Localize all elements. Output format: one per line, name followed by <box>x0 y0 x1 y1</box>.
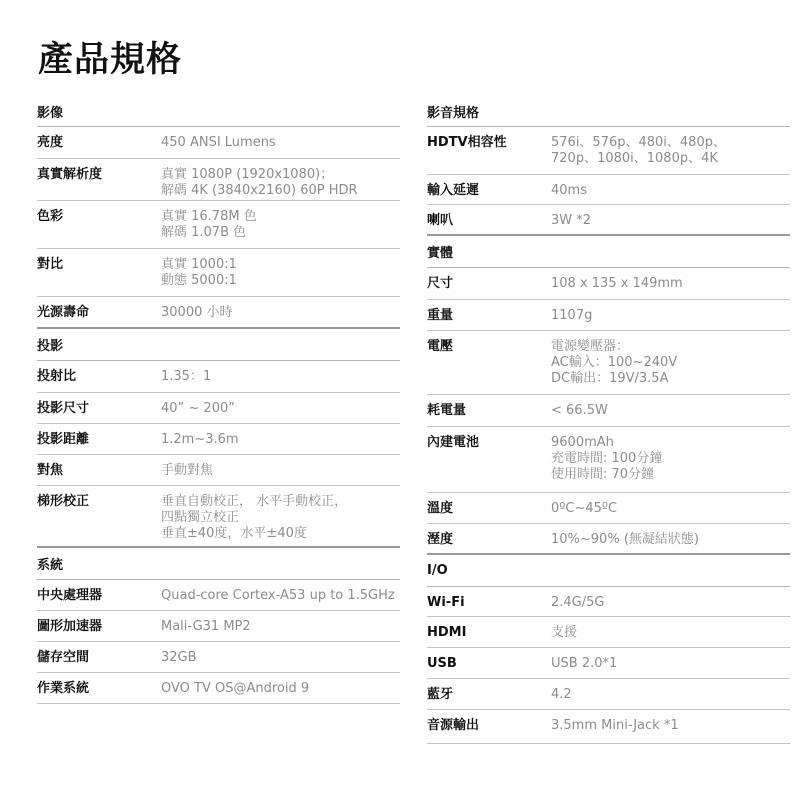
spec-label: 色彩 <box>37 209 64 224</box>
section-title-physical: 實體 <box>427 236 790 268</box>
spec-label: 光源壽命 <box>37 305 90 320</box>
spec-row-dimensions <box>427 268 790 300</box>
spec-label: 重量 <box>427 308 454 323</box>
spec-row-cpu <box>37 580 400 611</box>
spec-row-lamp-life <box>37 297 400 329</box>
spec-value: Mali-G31 MP2 <box>161 619 251 634</box>
spec-value: 支援 <box>551 625 578 640</box>
section-title-av: 影音規格 <box>427 96 790 127</box>
spec-label: 中央處理器 <box>37 588 103 603</box>
spec-row-wifi <box>427 587 790 617</box>
spec-value: 450 ANSI Lumens <box>161 135 276 150</box>
spec-value: 1.2m~3.6m <box>161 432 239 447</box>
spec-value: USB 2.0*1 <box>551 656 618 671</box>
spec-value: 真實 1080P (1920x1080)； 解碼 4K (3840x2160) 60P HDR <box>161 167 358 198</box>
spec-label: 溼度 <box>427 532 454 547</box>
spec-label: 儲存空間 <box>37 650 90 665</box>
spec-row-storage <box>37 642 400 673</box>
spec-row-os <box>37 673 400 704</box>
spec-row-input-lag <box>427 175 790 205</box>
spec-row-projection-distance <box>37 424 400 455</box>
spec-value: 30000 小時 <box>161 305 233 320</box>
spec-row-power-consumption <box>427 395 790 427</box>
spec-row-keystone <box>37 486 400 548</box>
spec-value: 0ºC~45ºC <box>551 501 618 516</box>
spec-value: 10%~90% (無凝結狀態) <box>551 532 699 547</box>
spec-value: Quad-core Cortex-A53 up to 1.5GHz <box>161 588 395 603</box>
spec-label: 投影尺寸 <box>37 401 90 416</box>
spec-label: 溫度 <box>427 501 454 516</box>
spec-row-brightness <box>37 127 400 159</box>
spec-label: HDTV相容性 <box>427 135 507 150</box>
spec-row-resolution <box>37 159 400 201</box>
spec-row-weight <box>427 300 790 331</box>
spec-label: 喇叭 <box>427 213 454 228</box>
spec-label: 真實解析度 <box>37 167 103 182</box>
spec-row-gpu <box>37 611 400 642</box>
section-title-system: 系統 <box>37 548 400 580</box>
spec-value: 垂直自動校正， 水平手動校正， 四點獨立校正 垂直±40度，水平±40度 <box>161 494 348 541</box>
spec-label: 耗電量 <box>427 403 467 418</box>
spec-label: 梯形校正 <box>37 494 90 509</box>
spec-row-battery <box>427 427 790 493</box>
spec-row-audio-out <box>427 710 790 744</box>
section-title-io: I/O <box>427 555 790 587</box>
spec-label: 圖形加速器 <box>37 619 103 634</box>
spec-value: 電源變壓器： AC輸入：100~240V DC輸出：19V/3.5A <box>551 339 678 386</box>
spec-value: 40” ~ 200” <box>161 401 235 416</box>
spec-row-usb <box>427 648 790 679</box>
spec-label: 內建電池 <box>427 435 480 450</box>
spec-label: Wi-Fi <box>427 595 465 610</box>
spec-value: 576i、576p、480i、480p、 720p、1080i、1080p、4K <box>551 135 726 166</box>
spec-value: 1107g <box>551 308 593 323</box>
page-title: 產品規格 <box>38 40 183 80</box>
spec-row-contrast <box>37 249 400 297</box>
spec-value: 真實 1000:1 動態 5000:1 <box>161 257 237 288</box>
spec-value: 3.5mm Mini-Jack *1 <box>551 718 679 733</box>
spec-label: 藍牙 <box>427 687 454 702</box>
spec-label: 亮度 <box>37 135 64 150</box>
spec-label: HDMI <box>427 625 467 640</box>
spec-row-humidity <box>427 524 790 555</box>
spec-row-hdmi <box>427 617 790 648</box>
spec-value: 40ms <box>551 183 587 198</box>
spec-label: 尺寸 <box>427 276 454 291</box>
section-title-video: 影像 <box>37 96 400 127</box>
spec-column-right <box>427 96 790 744</box>
spec-value: OVO TV OS@Android 9 <box>161 681 310 696</box>
spec-column-left <box>37 96 400 704</box>
spec-label: 投影距離 <box>37 432 90 447</box>
spec-value: 4.2 <box>551 687 572 702</box>
spec-label: USB <box>427 656 457 671</box>
spec-row-projection-size <box>37 393 400 424</box>
spec-label: 作業系統 <box>37 681 90 696</box>
spec-row-speaker <box>427 205 790 236</box>
spec-value: < 66.5W <box>551 403 608 418</box>
spec-row-focus <box>37 455 400 486</box>
spec-row-bluetooth <box>427 679 790 710</box>
spec-label: 投射比 <box>37 369 77 384</box>
spec-value: 2.4G/5G <box>551 595 605 610</box>
spec-value: 真實 16.78M 色 解碼 1.07B 色 <box>161 209 257 240</box>
spec-row-hdtv <box>427 127 790 175</box>
spec-label: 電壓 <box>427 339 454 354</box>
spec-label: 對焦 <box>37 463 64 478</box>
spec-row-color <box>37 201 400 249</box>
spec-value: 108 x 135 x 149mm <box>551 276 683 291</box>
section-title-projection: 投影 <box>37 329 400 361</box>
spec-row-throw-ratio <box>37 361 400 393</box>
spec-value: 1.35：1 <box>161 369 212 384</box>
spec-row-temperature <box>427 493 790 524</box>
spec-label: 對比 <box>37 257 64 272</box>
spec-value: 3W *2 <box>551 213 592 228</box>
spec-value: 32GB <box>161 650 197 665</box>
spec-value: 手動對焦 <box>161 463 214 478</box>
spec-value: 9600mAh 充電時間: 100分鐘 使用時間: 70分鐘 <box>551 435 663 482</box>
spec-label: 音源輸出 <box>427 718 480 733</box>
spec-label: 輸入延遲 <box>427 183 480 198</box>
spec-row-voltage <box>427 331 790 395</box>
